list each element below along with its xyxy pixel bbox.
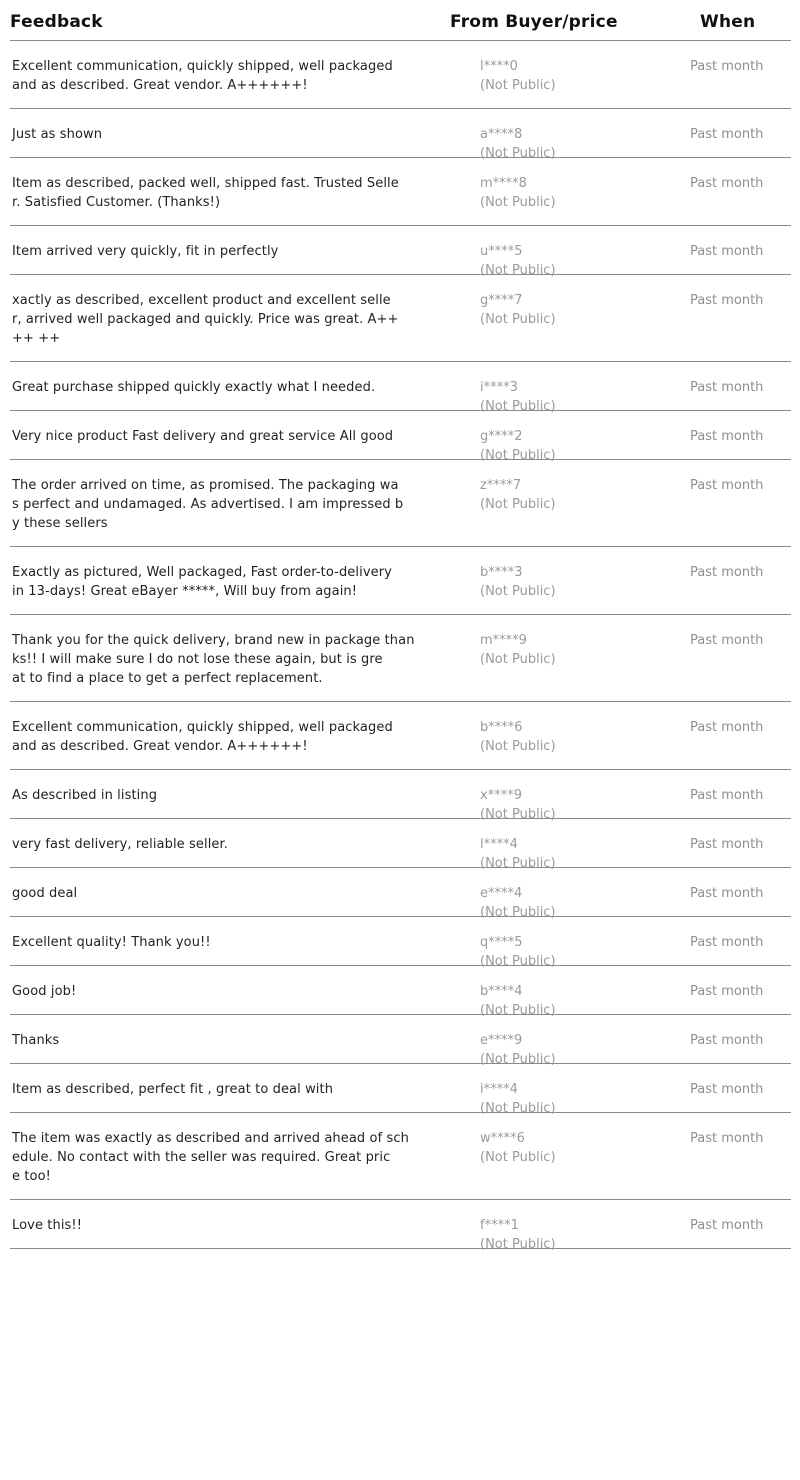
- buyer-id: u****5: [480, 244, 523, 259]
- buyer-id: m****8: [480, 176, 527, 191]
- buyer-id: i****3: [480, 380, 518, 395]
- buyer-privacy: (Not Public): [480, 652, 556, 667]
- column-header-feedback: Feedback: [10, 12, 103, 32]
- table-row: [10, 770, 791, 822]
- feedback-when: Past month: [690, 380, 764, 395]
- feedback-text: Item as described, packed well, shipped fast. Trusted Selle r. Satisfied Customer. (Thanks!): [12, 176, 399, 210]
- buyer-id: m****9: [480, 633, 527, 648]
- feedback-text: Very nice product Fast delivery and great service All good: [12, 429, 394, 444]
- feedback-text: Just as shown: [12, 127, 103, 142]
- feedback-when: Past month: [690, 293, 764, 308]
- feedback-when: Past month: [690, 1033, 764, 1048]
- table-row: [10, 158, 791, 226]
- table-row: [10, 411, 791, 463]
- buyer-cell: [480, 1129, 556, 1167]
- buyer-cell: [480, 718, 556, 756]
- feedback-text: The order arrived on time, as promised. The packaging wa s perfect and undamaged. As advertised. I am impressed b y these sellers: [12, 478, 404, 531]
- buyer-privacy: (Not Public): [480, 312, 556, 327]
- feedback-text: xactly as described, excellent product and excellent selle r, arrived well packaged and quickly. Price was great. A++ ++ ++: [12, 293, 399, 346]
- table-row: [10, 966, 791, 1018]
- buyer-id: l****4: [480, 837, 518, 852]
- buyer-id: i****4: [480, 1082, 518, 1097]
- buyer-id: b****6: [480, 720, 523, 735]
- table-row: [10, 460, 791, 547]
- feedback-when: Past month: [690, 633, 764, 648]
- feedback-text: Item as described, perfect fit , great to deal with: [12, 1082, 334, 1097]
- column-header-when: When: [700, 12, 756, 32]
- buyer-privacy: (Not Public): [480, 1003, 556, 1018]
- buyer-privacy: (Not Public): [480, 78, 556, 93]
- feedback-table: [10, 0, 791, 1252]
- buyer-id: g****7: [480, 293, 523, 308]
- feedback-when: Past month: [690, 1218, 764, 1233]
- table-row: [10, 819, 791, 871]
- feedback-text: Thank you for the quick delivery, brand new in package than ks!! I will make sure I do not lose these again, but is gre at to find a place to get a perfect replacement.: [12, 633, 415, 686]
- feedback-text: good deal: [12, 886, 78, 901]
- buyer-privacy: (Not Public): [480, 497, 556, 512]
- buyer-id: l****0: [480, 59, 518, 74]
- table-row: [10, 362, 791, 414]
- buyer-id: z****7: [480, 478, 522, 493]
- buyer-id: b****4: [480, 984, 523, 999]
- feedback-text: Love this!!: [12, 1218, 83, 1233]
- feedback-text: Item arrived very quickly, fit in perfectly: [12, 244, 279, 259]
- table-row: [10, 275, 791, 362]
- feedback-when: Past month: [690, 244, 764, 259]
- table-row: [10, 868, 791, 920]
- feedback-when: Past month: [690, 720, 764, 735]
- feedback-when: Past month: [690, 788, 764, 803]
- buyer-cell: [480, 476, 556, 514]
- buyer-privacy: (Not Public): [480, 1150, 556, 1165]
- table-row: [10, 1064, 791, 1116]
- buyer-privacy: (Not Public): [480, 1237, 556, 1252]
- buyer-cell: [480, 563, 556, 601]
- feedback-when: Past month: [690, 429, 764, 444]
- buyer-privacy: (Not Public): [480, 195, 556, 210]
- buyer-cell: [480, 291, 556, 329]
- buyer-id: q****5: [480, 935, 523, 950]
- buyer-privacy: (Not Public): [480, 1101, 556, 1116]
- feedback-text: Great purchase shipped quickly exactly what I needed.: [12, 380, 376, 395]
- buyer-privacy: (Not Public): [480, 954, 556, 969]
- buyer-privacy: (Not Public): [480, 448, 556, 463]
- buyer-id: x****9: [480, 788, 522, 803]
- buyer-privacy: (Not Public): [480, 146, 556, 161]
- feedback-text: Excellent quality! Thank you!!: [12, 935, 211, 950]
- feedback-text: very fast delivery, reliable seller.: [12, 837, 228, 852]
- buyer-id: e****4: [480, 886, 523, 901]
- feedback-when: Past month: [690, 127, 764, 142]
- buyer-id: e****9: [480, 1033, 523, 1048]
- table-row: [10, 547, 791, 615]
- buyer-privacy: (Not Public): [480, 807, 556, 822]
- feedback-text: Excellent communication, quickly shipped, well packaged and as described. Great vendor. A++++++!: [12, 59, 393, 93]
- buyer-privacy: (Not Public): [480, 856, 556, 871]
- table-body: [10, 41, 791, 1252]
- buyer-privacy: (Not Public): [480, 584, 556, 599]
- feedback-when: Past month: [690, 1082, 764, 1097]
- buyer-privacy: (Not Public): [480, 1052, 556, 1067]
- table-row: [10, 109, 791, 161]
- feedback-text: As described in listing: [12, 788, 158, 803]
- buyer-id: f****1: [480, 1218, 519, 1233]
- feedback-when: Past month: [690, 478, 764, 493]
- column-header-buyer: From Buyer/price: [450, 12, 618, 32]
- buyer-cell: [480, 1216, 556, 1254]
- feedback-when: Past month: [690, 984, 764, 999]
- table-header: [10, 0, 791, 41]
- buyer-cell: [480, 57, 556, 95]
- feedback-when: Past month: [690, 935, 764, 950]
- feedback-text: The item was exactly as described and arrived ahead of sch edule. No contact with the seller was required. Great pric e too!: [12, 1131, 409, 1184]
- buyer-privacy: (Not Public): [480, 399, 556, 414]
- buyer-privacy: (Not Public): [480, 263, 556, 278]
- table-row: [10, 41, 791, 109]
- buyer-privacy: (Not Public): [480, 905, 556, 920]
- table-row: [10, 1113, 791, 1200]
- table-row: [10, 917, 791, 969]
- buyer-privacy: (Not Public): [480, 739, 556, 754]
- feedback-when: Past month: [690, 565, 764, 580]
- table-row: [10, 702, 791, 770]
- feedback-when: Past month: [690, 176, 764, 191]
- feedback-text: Exactly as pictured, Well packaged, Fast order-to-delivery in 13-days! Great eBayer *****, Will buy from again!: [12, 565, 392, 599]
- table-row: [10, 615, 791, 702]
- buyer-id: a****8: [480, 127, 523, 142]
- table-row: [10, 226, 791, 278]
- feedback-text: Excellent communication, quickly shipped, well packaged and as described. Great vendor. A++++++!: [12, 720, 393, 754]
- buyer-id: g****2: [480, 429, 523, 444]
- table-row: [10, 1200, 791, 1252]
- table-row: [10, 1015, 791, 1067]
- buyer-id: b****3: [480, 565, 523, 580]
- buyer-cell: [480, 631, 556, 669]
- feedback-when: Past month: [690, 886, 764, 901]
- buyer-id: w****6: [480, 1131, 525, 1146]
- feedback-text: Good job!: [12, 984, 77, 999]
- feedback-when: Past month: [690, 59, 764, 74]
- feedback-when: Past month: [690, 1131, 764, 1146]
- feedback-text: Thanks: [12, 1033, 60, 1048]
- feedback-when: Past month: [690, 837, 764, 852]
- buyer-cell: [480, 174, 556, 212]
